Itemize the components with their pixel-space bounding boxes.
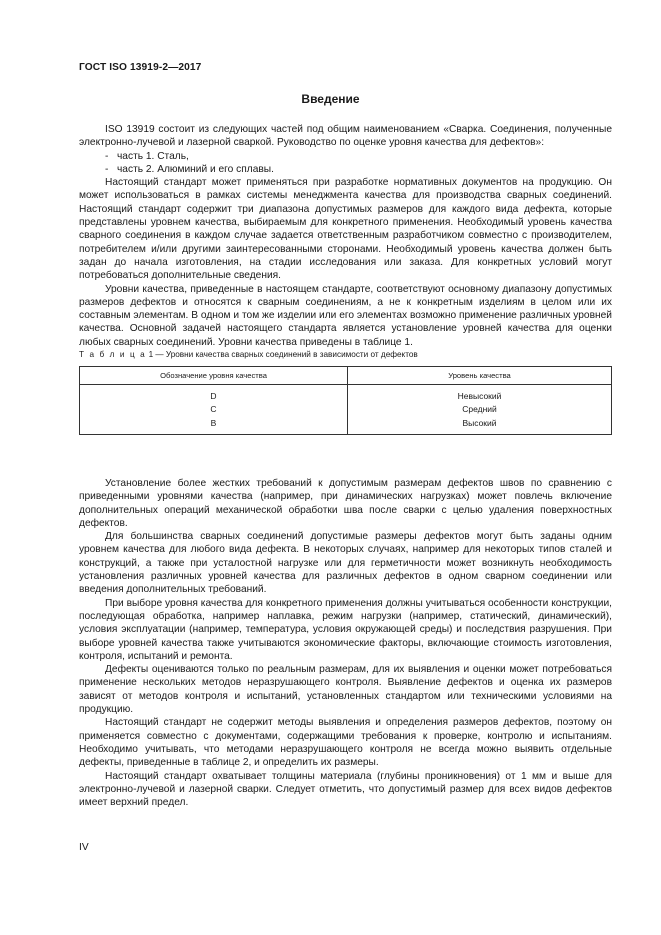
- table-cell: C: [80, 403, 348, 417]
- intro-text-block: [79, 123, 612, 349]
- document-header: ГОСТ ISO 13919-2—2017: [79, 62, 202, 73]
- list-item: - часть 2. Алюминий и его сплавы.: [105, 163, 274, 175]
- paragraph: Уровни качества, приведенные в настоящем стандарте, соответствуют основному диапазону допустимых размеров дефектов и относятся к сварным соединениям, а не к конкретным изделиям в целом или их составным элементам. В одном и том же изделии или его элементах возможно применение различных уровней качества. Основной задачей настоящего стандарта является установление уровней качества для оценки любых сварных соединений. Уровни качества приведены в таблице 1.: [79, 283, 612, 348]
- table-cell: Средний: [348, 403, 612, 417]
- page-number: IV: [79, 842, 89, 853]
- section-title: Введение: [301, 92, 360, 106]
- table-cell: Высокий: [348, 416, 612, 434]
- paragraph: Дефекты оцениваются только по реальным размерам, для их выявления и оценки может потребоваться применение нескольких методов неразрушающего контроля. Выявление дефектов и оценка их размеров зависят от методов контроля и испытаний, установленных стандартом или техническими условиями на продукцию.: [79, 664, 612, 716]
- table-caption-text: 1 — Уровни качества сварных соединений в зависимости от дефектов: [146, 350, 418, 359]
- table-row: [80, 385, 612, 403]
- paragraph: Настоящий стандарт не содержит методы выявления и определения размеров дефектов, поэтому он применяется совместно с документами, содержащими требования к проверке, контролю и испытаниям. Необходимо учитывать, что методами неразрушающего контроля не всегда можно выявить отдельные дефекты, приведенные в таблице 2, и определить их размеры.: [79, 717, 612, 769]
- paragraph: Настоящий стандарт охватывает толщины материала (глубины проникновения) от 1 мм и выше для электронно-лучевой и лазерной сварки. Следует отметить, что допустимый размер для всех видов дефектов имеет верхний предел.: [79, 770, 612, 809]
- table-caption-prefix: Т а б л и ц а: [79, 350, 147, 359]
- quality-levels-table: [79, 366, 612, 435]
- list-item-text: часть 1. Сталь,: [117, 150, 189, 162]
- paragraph: Установление более жестких требований к допустимым размерам дефектов швов по сравнению с приведенными уровнями качества (например, при динамических нагрузках) может повлечь включение дополнительных операций механической обработки шва после сварки с целью удаления поверхностных дефектов.: [79, 478, 612, 529]
- paragraph: При выборе уровня качества для конкретного применения должны учитываться особенности конструкции, последующая обработка, например наплавка, режим нагрузки (например, статический, динамический), условия эксплуатации (например, температура, условия окружающей среды) и последствия разрушения. При выборе уровней качества также учитываются экономические факторы, включающие стоимость изготовления, контроля, испытаний и ремонта.: [79, 597, 612, 662]
- table-header-row: [80, 367, 612, 385]
- table-caption: [79, 350, 418, 359]
- paragraph: ISO 13919 состоит из следующих частей под общим наименованием «Сварка. Соединения, полученные электронно-лучевой и лазерной сваркой. Руководство по оценке уровня качества для дефектов»:: [79, 124, 612, 149]
- list-item-text: часть 2. Алюминий и его сплавы.: [117, 163, 274, 175]
- table-cell: D: [80, 385, 348, 403]
- table-cell: B: [80, 416, 348, 434]
- list-item: - часть 1. Сталь,: [105, 150, 189, 162]
- body-text-block: [79, 477, 612, 809]
- table-header-cell: Уровень качества: [348, 367, 612, 385]
- table-row: [80, 403, 612, 417]
- paragraph: Для большинства сварных соединений допустимые размеры дефектов могут быть заданы одним уровнем качества для любого вида дефекта. В некоторых случаях, например для некоторых типов сталей и конструкций, а также при усталостной нагрузке или для герметичности может возникнуть необходимость установления различных уровней качества для различных дефектов в одном сварном соединении или введения дополнительных требований.: [79, 531, 612, 596]
- paragraph: Настоящий стандарт может применяться при разработке нормативных документов на продукцию. Он может использоваться в рамках системы менеджмента качества для производства сварных соединений. Настоящий стандарт содержит три диапазона допустимых размеров для каждого вида дефекта, которые представлены уровнем качества, выбираемым для конкретного применения. Необходимый уровень качества сварного соединения в каждом случае задается ответственным разработчиком совместно с производителем, потребителем и/или другими заинтересованными сторонами. Необходимый уровень качества должен быть задан до начала изготовления, на стадии исследования или заказа. Для конкретных условий могут потребоваться дополнительные сведения.: [79, 177, 612, 282]
- table-row: [80, 416, 612, 434]
- table-cell: Невысокий: [348, 385, 612, 403]
- table-header-cell: Обозначение уровня качества: [80, 367, 348, 385]
